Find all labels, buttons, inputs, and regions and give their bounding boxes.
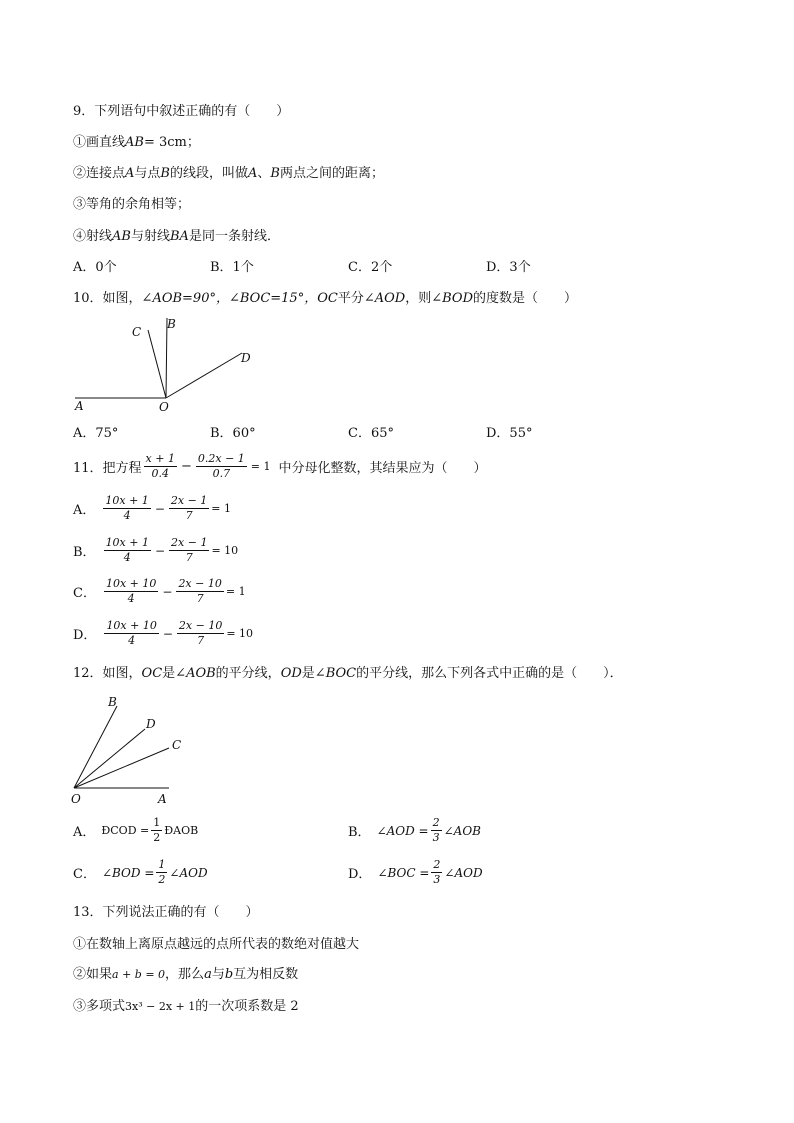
q12-opt-c-lhs: ∠BOD = — [101, 865, 155, 880]
q9-s2-pa: A — [125, 166, 135, 181]
q11-opt-d-d1: 4 — [128, 634, 136, 647]
q12-opt-b-label: B． — [348, 825, 371, 840]
q11-opt-d-n2: 2x − 10 — [178, 619, 223, 632]
q11-opt-a-n1: 10x + 1 — [105, 494, 149, 507]
q11-option-c[interactable] — [73, 577, 246, 606]
q12-option-d[interactable] — [348, 858, 483, 887]
q10-ray-oc — [148, 330, 166, 398]
q11-opt-a-rhs: = 1 — [211, 502, 232, 515]
q12-stem-pre: 12．如图， — [73, 666, 142, 681]
q10-option-b[interactable]: B．60° — [210, 426, 256, 441]
q10-stem-a: ∠AOB=90°，∠BOC=15°，OC — [141, 291, 338, 306]
q13-s2-b: b — [224, 967, 234, 982]
q13-s2-pre: ②如果 — [73, 967, 113, 982]
q12-opt-a-den: 2 — [153, 831, 161, 844]
q11-opt-d-rhs: = 10 — [226, 627, 254, 640]
q10-label-c: C — [132, 325, 142, 339]
q12-bis2: 的平分线，那么下列各式中正确的是（ ）． — [356, 666, 623, 681]
q10-stem-f: 的度数是（ ） — [473, 291, 578, 306]
q9-s2-sep: 、 — [257, 166, 271, 181]
q9-s2-pb2: B — [270, 166, 280, 181]
q10-option-a[interactable]: A．75° — [73, 426, 119, 441]
q11-opt-a-d2: 7 — [185, 509, 193, 522]
q12-option-a[interactable] — [73, 816, 198, 845]
q10-angle-figure — [70, 312, 270, 417]
q12-is2: 是 — [301, 666, 315, 681]
q11-opt-a-f2 — [169, 494, 209, 523]
q11-opt-b-d1: 4 — [123, 551, 131, 564]
q12-angle-figure — [68, 690, 193, 808]
q12-opt-d-lhs: ∠BOC = — [377, 865, 430, 880]
q11-opt-a-n2: 2x − 1 — [170, 494, 208, 507]
q11-f1-num: x + 1 — [145, 452, 175, 465]
q9-s4-pre: ④射线 — [73, 229, 113, 244]
q10-option-c[interactable]: C．65° — [348, 426, 394, 441]
q11-option-b[interactable] — [73, 536, 238, 565]
q11-opt-d-f2 — [177, 619, 224, 648]
q9-statement-3: ③等角的余角相等； — [73, 197, 191, 212]
q9-s4-ba: BA — [169, 229, 189, 244]
q11-opt-c-rhs: = 1 — [225, 585, 246, 598]
q9-s2-end: 两点之间的距离； — [279, 166, 384, 181]
q12-ray-ob — [74, 706, 117, 788]
q11-opt-d-n1: 10x + 10 — [106, 619, 157, 632]
q11-stem-pre: 11．把方程 — [73, 461, 142, 476]
q11-opt-d-f1 — [104, 619, 158, 648]
q12-opt-d-den: 3 — [433, 873, 441, 886]
q12-opt-a-rhs: ĐAOB — [164, 824, 199, 837]
q9-s1-text: ①画直线 — [73, 135, 126, 150]
q11-opt-b-minus: − — [154, 543, 166, 558]
q9-statement-2 — [73, 165, 384, 183]
q12-opt-b-rhs: ∠AOB — [443, 823, 482, 838]
q11-frac-1 — [144, 452, 177, 481]
q12-boc: ∠BOC — [314, 666, 357, 681]
q12-opt-b-lhs: ∠AOD = — [376, 823, 429, 838]
q12-opt-c-den: 2 — [158, 873, 166, 886]
q10-stem-d: ，则 — [405, 291, 432, 306]
q13-statement-1: ①在数轴上离原点越远的点所代表的数绝对值越大 — [73, 937, 360, 952]
q12-opt-b-frac — [431, 816, 442, 845]
q12-option-b[interactable] — [348, 816, 481, 845]
q9-statement-1 — [73, 134, 200, 152]
q12-oc: OC — [141, 666, 163, 681]
q11-opt-c-minus: − — [162, 584, 173, 599]
q11-opt-d-label: D． — [73, 628, 97, 643]
q12-option-c[interactable] — [73, 858, 208, 887]
q13-statement-3 — [73, 998, 299, 1016]
q12-bis1: 的平分线， — [215, 666, 281, 681]
q9-s4-end: 是同一条射线． — [188, 229, 280, 244]
q11-opt-a-f1 — [103, 494, 150, 523]
q11-opt-b-label: B． — [73, 545, 96, 560]
q12-label-b: B — [108, 695, 117, 709]
q9-s1-val: = 3cm； — [143, 135, 200, 150]
q10-label-o: O — [159, 400, 169, 414]
q12-opt-a-label: A． — [73, 825, 96, 840]
q9-option-d[interactable]: D．3个 — [486, 260, 531, 275]
q11-opt-c-d1: 4 — [127, 592, 135, 605]
q12-stem — [73, 665, 623, 683]
q12-opt-c-label: C． — [73, 867, 96, 882]
q11-opt-a-d1: 4 — [123, 509, 131, 522]
q9-option-a[interactable]: A．0个 — [73, 260, 117, 275]
q13-s2-mid: ，那么 — [165, 967, 205, 982]
q10-label-d: D — [241, 351, 251, 365]
q11-stem-minus: − — [180, 459, 192, 474]
q9-s2-pa2: A — [248, 166, 258, 181]
q11-opt-b-n1: 10x + 1 — [105, 536, 149, 549]
q11-opt-c-f2 — [176, 577, 223, 606]
q13-s3-pre: ③多项式 — [73, 999, 126, 1014]
q9-s4-mid: 与射线 — [130, 229, 170, 244]
q11-opt-d-minus: − — [162, 626, 173, 641]
q9-stem: 9．下列语句中叙述正确的有（ ） — [73, 104, 290, 119]
q11-option-a[interactable] — [73, 494, 231, 523]
q12-label-a: A — [158, 792, 167, 806]
q9-statement-4 — [73, 228, 280, 246]
q10-label-a: A — [75, 399, 84, 413]
q10-stem-c: ∠AOD — [363, 291, 406, 306]
q11-f1-den: 0.4 — [151, 467, 169, 480]
q11-opt-b-f2 — [169, 536, 209, 565]
q12-opt-d-frac — [431, 858, 442, 887]
q11-stem-eq: = 1 — [250, 460, 271, 473]
q11-stem — [73, 452, 487, 481]
q12-label-d: D — [146, 717, 156, 731]
q12-opt-c-num: 1 — [158, 858, 166, 871]
q9-s4-ab: AB — [112, 229, 131, 244]
q11-opt-c-label: C． — [73, 586, 96, 601]
q11-opt-b-n2: 2x − 1 — [171, 536, 208, 549]
q12-label-c: C — [172, 738, 182, 752]
q12-opt-d-num: 2 — [433, 858, 441, 871]
q12-aob: ∠AOB — [175, 666, 216, 681]
q11-opt-b-d2: 7 — [185, 551, 193, 564]
q9-s2-a: ②连接点 — [73, 166, 126, 181]
q12-opt-d-rhs: ∠AOD — [444, 865, 483, 880]
q9-option-c[interactable]: C．2个 — [348, 260, 393, 275]
q11-opt-c-n1: 10x + 10 — [105, 577, 157, 590]
q9-s2-pb: B — [160, 166, 170, 181]
q10-stem — [73, 290, 577, 308]
q11-opt-a-label: A． — [73, 503, 96, 518]
q12-ray-oc — [74, 748, 169, 788]
q11-opt-c-n2: 2x − 10 — [178, 577, 222, 590]
q11-option-d[interactable] — [73, 619, 253, 648]
q13-statement-2 — [73, 966, 298, 984]
q13-s3-expr: 3x³ − 2x + 1 — [125, 1000, 196, 1013]
q11-frac-2 — [196, 452, 247, 481]
q12-opt-a-lhs: ĐCOD = — [101, 824, 150, 837]
q11-opt-c-f1 — [104, 577, 158, 606]
q13-s2-and: 与 — [211, 967, 225, 982]
q9-option-b[interactable]: B．1个 — [210, 260, 254, 275]
q11-stem-post: 中分母化整数，其结果应为（ ） — [278, 461, 487, 476]
q12-label-o: O — [71, 792, 81, 806]
q12-opt-a-frac — [151, 816, 162, 845]
q9-s1-expr: AB — [125, 135, 144, 150]
q12-opt-c-frac — [156, 858, 167, 887]
q13-s2-expr: a + b = 0 — [112, 968, 166, 981]
q13-s3-end: 的一次项系数是 2 — [195, 999, 299, 1014]
q9-s2-rest: 的线段，叫做 — [169, 166, 248, 181]
q11-opt-b-rhs: = 10 — [211, 544, 239, 557]
q11-f2-den: 0.7 — [212, 467, 231, 480]
q10-stem-e: ∠BOD — [431, 291, 473, 306]
q12-ray-od — [74, 729, 145, 788]
q11-f2-num: 0.2x − 1 — [197, 452, 245, 465]
q12-opt-b-num: 2 — [432, 816, 440, 829]
q9-s2-mid: 与点 — [134, 166, 161, 181]
q13-stem: 13．下列说法正确的有（ ） — [73, 905, 259, 920]
q10-label-b: B — [167, 317, 176, 331]
q11-opt-d-d2: 7 — [197, 634, 205, 647]
q12-is: 是 — [162, 666, 176, 681]
q13-s2-a: a — [204, 967, 212, 982]
q10-stem-b: 平分 — [337, 291, 364, 306]
q12-od: OD — [280, 666, 302, 681]
q12-opt-c-rhs: ∠AOD — [169, 865, 208, 880]
q10-ray-od — [166, 353, 242, 398]
q10-stem-pre: 10．如图， — [73, 291, 142, 306]
q11-opt-a-minus: − — [154, 501, 165, 516]
q13-s2-end: 互为相反数 — [233, 967, 299, 982]
q12-opt-b-den: 3 — [432, 831, 440, 844]
q12-opt-a-num: 1 — [153, 816, 161, 829]
q11-opt-b-f1 — [104, 536, 151, 565]
q11-opt-c-d2: 7 — [196, 592, 204, 605]
q10-option-d[interactable]: D．55° — [486, 426, 533, 441]
q12-opt-d-label: D． — [348, 867, 372, 882]
